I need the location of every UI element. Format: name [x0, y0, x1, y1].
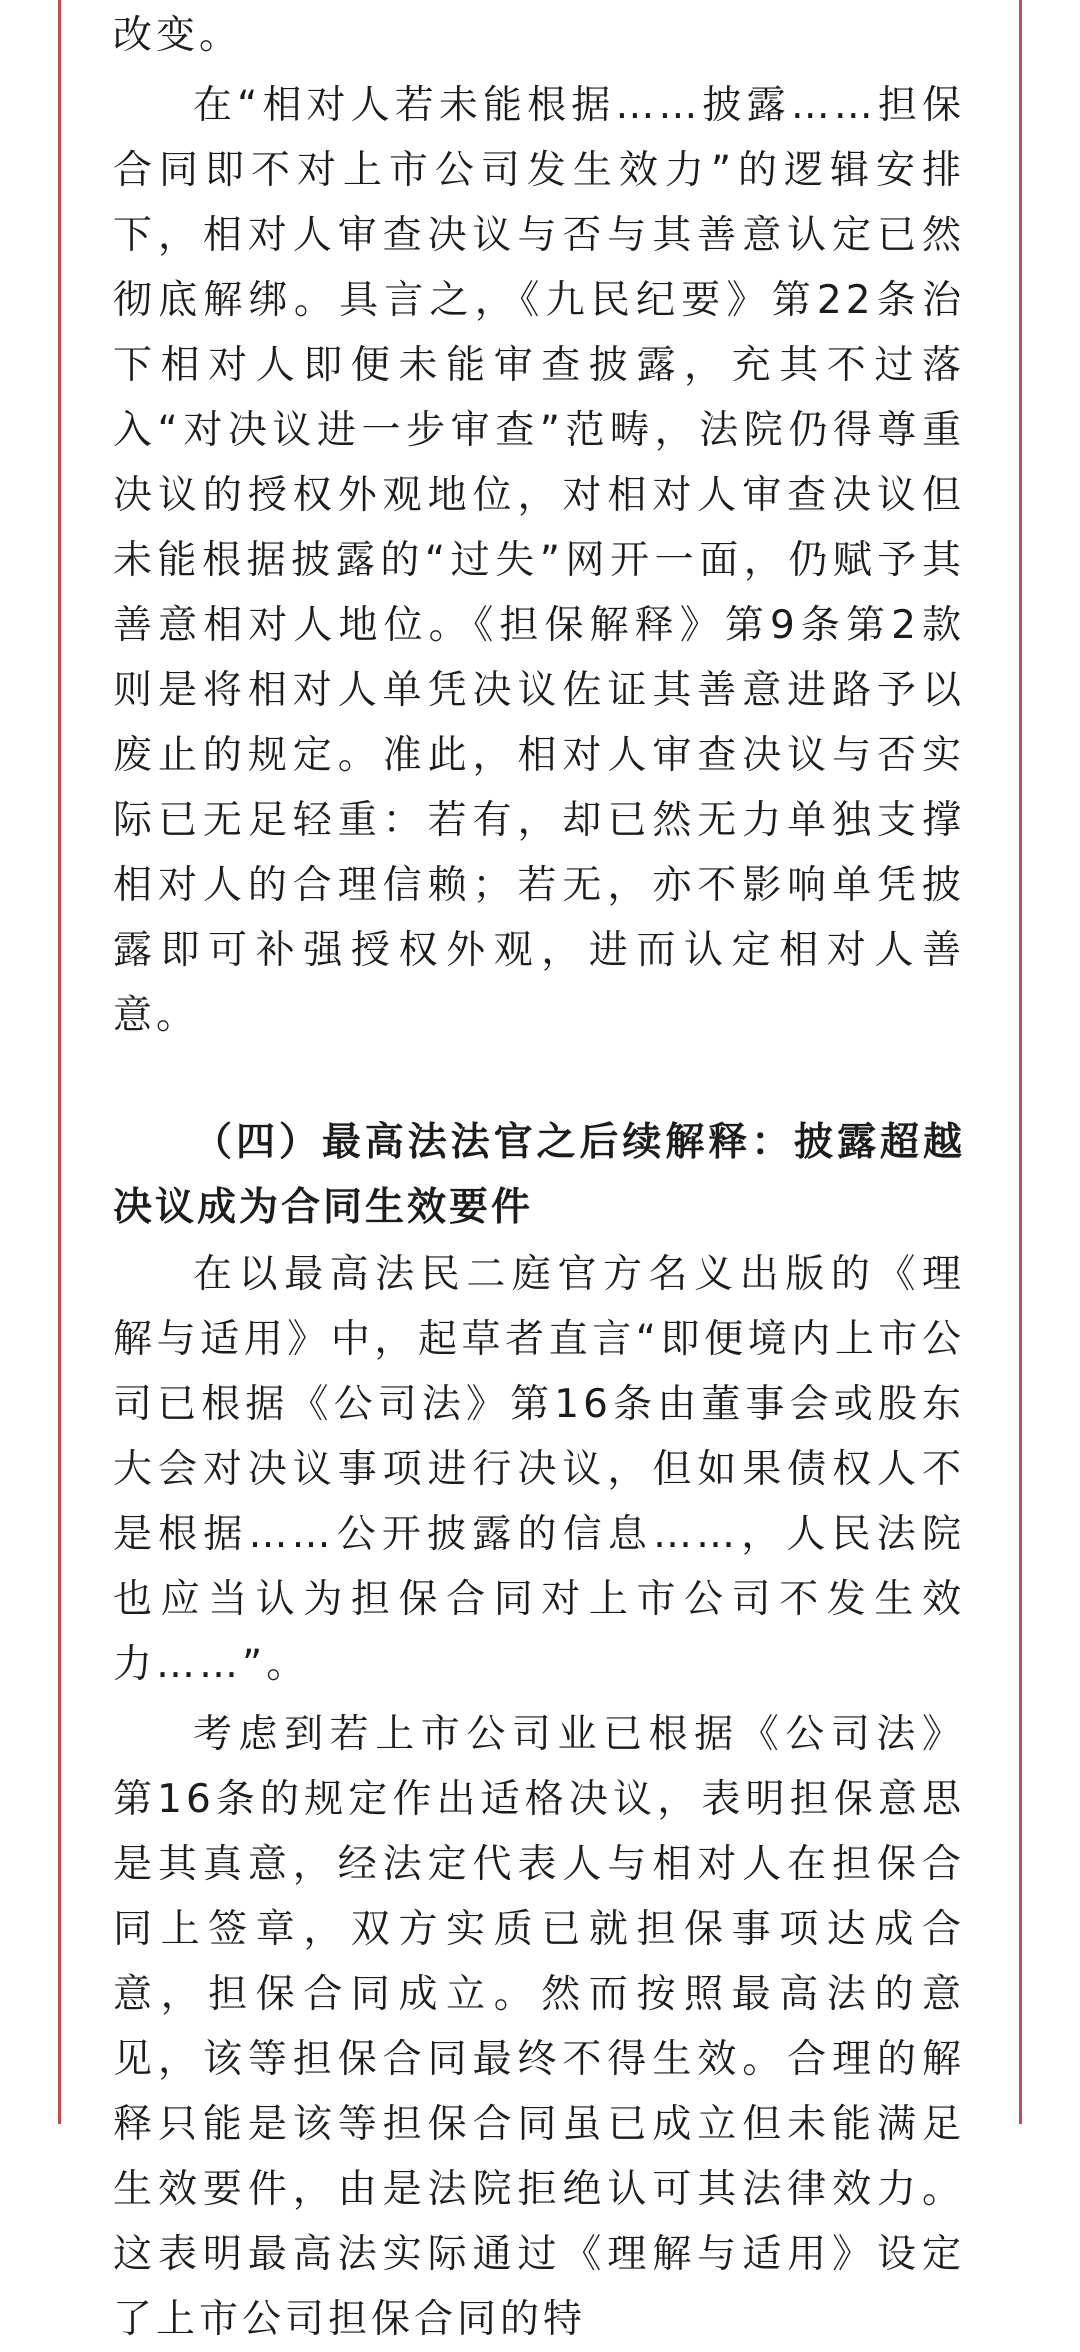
- paragraph-decoupling: 在“相对人若未能根据……披露……担保合同即不对上市公司发生效力”的逻辑安排下，相对人审查决议与否与其善意认定已然彻底解绑。具言之，《九民纪要》第22条治下相对人即便未能审查披露，充其不过落入“对决议进一步审查”范畴，法院仍得尊重决议的授权外观地位，对相对人审查决议但未能根据披露的“过失”网开一面，仍赋予其善意相对人地位。《担保解释》第9条第2款则是将相对人单凭决议佐证其善意进路予以废止的规定。准此，相对人审查决议与否实际已无足轻重：若有，却已然无力单独支撑相对人的合理信赖；若无，亦不影响单凭披露即可补强授权外观，进而认定相对人善意。: [113, 83, 965, 1038]
- article-body: [113, 0, 965, 2352]
- paragraph-analysis: 考虑到若上市公司业已根据《公司法》第16条的规定作出适格决议，表明担保意思是其真意，经法定代表人与相对人在担保合同上签章，双方实质已就担保事项达成合意，担保合同成立。然而按照最高法的意见，该等担保合同最终不得生效。合理的解释只能是该等担保合同虽已成立但未能满足生效要件，由是法院拒绝认可其法律效力。这表明最高法实际通过《理解与适用》设定了上市公司担保合同的特: [113, 1712, 965, 2342]
- paragraph-fragment-top: 改变。: [113, 13, 243, 58]
- left-border-line: [58, 0, 61, 2124]
- right-border-line: [1019, 0, 1022, 2124]
- section-heading: （四）最高法法官之后续解释：披露超越决议成为合同生效要件: [113, 1120, 965, 1230]
- paragraph-interpretation: 在以最高法民二庭官方名义出版的《理解与适用》中，起草者直言“即便境内上市公司已根据《公司法》第16条由董事会或股东大会对决议事项进行决议，但如果债权人不是根据……公开披露的信息……，人民法院也应当认为担保合同对上市公司不发生效力……”。: [113, 1252, 965, 1687]
